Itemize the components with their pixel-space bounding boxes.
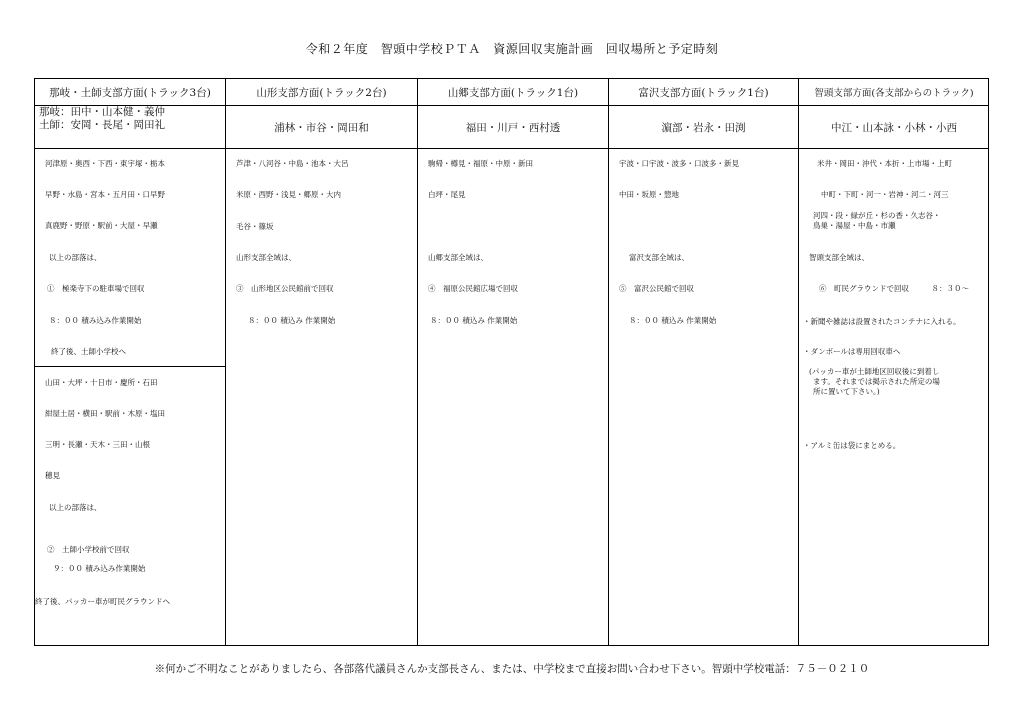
column-header: 智頭支部方面(各支部からのトラック)	[799, 79, 989, 106]
members-haji: 土師：安岡・長尾・岡田礼	[39, 119, 165, 131]
column-members	[35, 106, 225, 149]
area-line: 米井・岡田・沖代・本折・上市場・上町	[817, 159, 952, 168]
note-packer: 所に置いて下さい。)	[813, 387, 880, 396]
column-members: 中江・山本詠・小林・小西	[799, 106, 989, 149]
column-header: 山形支部方面(トラック2台)	[226, 79, 417, 106]
area-line: 米原・西野・浅見・郷原・大内	[236, 190, 341, 199]
plan-table	[34, 78, 989, 646]
column-naki-haji	[35, 79, 225, 645]
summary-text: 富沢支部全域は、	[629, 253, 689, 262]
area-line: 芦津・八河谷・中島・池本・大呂	[236, 159, 349, 168]
column-members: 浦林・市谷・岡田和	[226, 106, 417, 149]
note-packer: ます。それまでは掲示された所定の場	[813, 377, 940, 386]
area-line: 中町・下町・河一・岩神・河二・河三	[821, 190, 949, 199]
contact-footer: ※何かご不明なことがありましたら、各部落代議員さんか支部長さん、または、中学校まで直接お問い合わせ下さい。智頭中学校電話：７５－０２１０	[154, 663, 870, 675]
summary-text: 以上の部落は、	[49, 503, 102, 512]
note-aluminum: ・アルミ缶は袋にまとめる。	[803, 441, 901, 450]
column-tomisawa	[608, 79, 798, 645]
collection-location: ② 土師小学校前で回収	[47, 545, 130, 554]
area-line: 紺屋土居・横田・駅前・木原・塩田	[45, 409, 165, 418]
column-header: 那岐・土師支部方面(トラック3台)	[35, 79, 225, 106]
area-line: 鳥巣・湯屋・中島・市瀬	[813, 221, 896, 230]
area-line: 河四・段・緑が丘・杉の香・久志谷・	[813, 211, 941, 220]
summary-text: 以上の部落は、	[49, 253, 102, 262]
area-line: 穂見	[45, 471, 60, 480]
area-line: 早野・水島・宮本・五月田・口早野	[45, 190, 165, 199]
start-time: ８：００ 積み込み作業開始	[49, 316, 142, 325]
summary-text: 智頭支部全域は、	[809, 253, 869, 262]
summary-text: 山郷支部全域は、	[428, 253, 488, 262]
summary-text: 山形支部全域は、	[236, 253, 296, 262]
collection-location: ④ 福原公民館広場で回収	[428, 284, 518, 293]
column-members: 福田・川戸・西村透	[418, 106, 608, 149]
area-line: 駒帰・樽見・福原・中原・新田	[428, 159, 533, 168]
area-line: 河津原・奥西・下西・東宇塚・栃本	[45, 159, 165, 168]
column-yamasato	[417, 79, 608, 645]
after-note: 終了後、パッカー車が町民グラウンドへ	[35, 597, 170, 606]
note-newspaper: ・新聞や雑誌は設置されたコンテナに入れる。	[803, 317, 961, 326]
column-chizu	[798, 79, 989, 645]
area-line: 三明・長瀬・天木・三田・山根	[45, 440, 150, 449]
start-time: ８：００ 積込み 作業開始	[248, 316, 336, 325]
start-time: ８：００ 積込み 作業開始	[430, 316, 518, 325]
collection-location: ⑤ 富沢公民館で回収	[619, 284, 694, 293]
note-cardboard: ・ダンボールは専用回収車へ	[803, 347, 901, 356]
start-time: ８：００ 積込み 作業開始	[629, 316, 717, 325]
area-line: 毛谷・篠坂	[236, 222, 274, 231]
area-line: 中田・坂原・惣地	[619, 190, 679, 199]
section-divider	[35, 366, 225, 367]
after-note: 終了後、土師小学校へ	[51, 347, 126, 356]
collection-location: ③ 山形地区公民館前で回収	[236, 284, 334, 293]
area-line: 宇波・口宇波・波多・口波多・新見	[619, 159, 739, 168]
column-members: 濵部・岩永・田渕	[609, 106, 798, 149]
collection-location: ⑥ 町民グラウンドで回収 ８：３０～	[819, 284, 969, 293]
page-title: 令和２年度 智頭中学校ＰＴＡ 資源回収実施計画 回収場所と予定時刻	[305, 42, 719, 56]
note-packer: (パッカー車が土師地区回収後に到着し	[809, 367, 940, 376]
members-naki: 那岐：田中・山本健・義仲	[39, 106, 165, 118]
column-header: 富沢支部方面(トラック1台)	[609, 79, 798, 106]
column-header: 山郷支部方面(トラック1台)	[418, 79, 608, 106]
area-line: 山田・大坪・十日市・慶所・石田	[45, 378, 158, 387]
column-yamagata	[225, 79, 417, 645]
area-line: 真鹿野・野原・駅前・大屋・早瀬	[45, 221, 158, 230]
area-line: 白坪・尾見	[428, 190, 466, 199]
start-time: ９：００ 積み込み作業開始	[53, 564, 146, 573]
collection-location: ① 極楽寺下の駐車場で回収	[47, 284, 145, 293]
